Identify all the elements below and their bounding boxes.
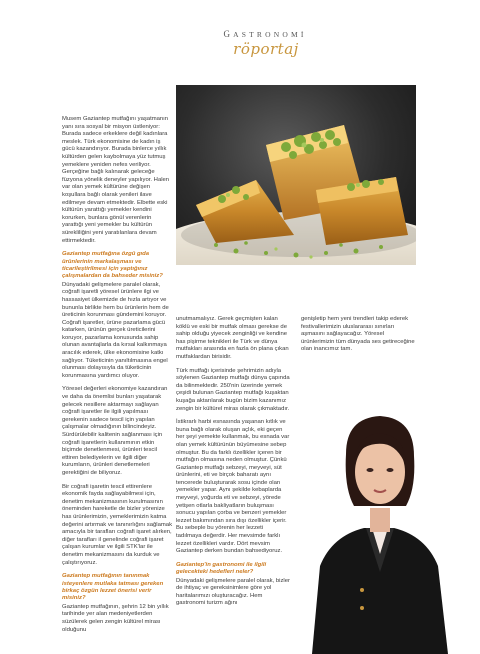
paragraph: Dünyadaki gelişmelere paralel olarak, coğrafi işaretli yöresel ürünlere ilgi ve hassasiyet ülkemizde de hızla artıyor ve bununla birlikte hem bu ürünlerin hem de üreticinin korunması gündemini koruyor. Coğrafi işaretler, ürüne pazarlama gücü katarken, ürünün gerçek üreticilerini koruyor, pazarlama konusunda sahip olunan avantajlarla da kırsal kalkınmaya aracılık ederek, ülke ekonomisine katkı sağlıyor. Tüketicinin yanıltılmasına engel olunması dolayısıyla da tüketicinin korunmasına yardımcı oluyor. [62,281,169,379]
paragraph: İstikrarlı harbi esnasında yaşanan kıtlık ve buna bağlı olarak oluşan açlık, eki geçen her şeyi yemekte kullanmak, bu esnada var olan yemek kültürünün büyümesine sebep olmuştur. Bu da farklı özellikler içeren bir mutfağın olmasına neden olmuştur. Çünkü Gaziantep mutfağı sebzeyi, meyveyi, süt ürünlerini, eti ve birçok baharatı aynı tencerede buluşturarak sosu içinde olan yemekler yapar. Aynı şekilde kebaplarda meyveyi, yoğurda eti ve sebzeyi, yörede yetişen otlarla bakliyatların buluşması sonucu yapılan çorba ve benzeri yemekler lezzet bakımından sıra dışı özellikler içerir. Bu sebeple bu yörenin her lezzeti tadılmaya değerdir. Her mevsimde farklı lezzet özellikleri vardır. Dört mevsim Gaziantep derken bundan bahsediyoruz. [176,419,290,555]
paragraph: Yöresel değerleri ekonomiye kazandıran ve daha da önemlisi bunları yaşatarak gelecek nesillere aktarmayı sağlayan coğrafi işaretler ile ilgili yapılması gerekenin sadece tescil için yapılan çalışmalar olmadığının bilincindeyiz. Sürdürülebilir kalitenin sağlanması için coğrafi işaretlerin kullanımının etkin biçimde denetlenmesi, ürünleri tescil ettiren belediyelerin ve ilgili diğer kurumların, ürünleri denetlemeleri gerektiğini de biliyoruz. [62,386,168,476]
section-title-cap: G [223,29,234,39]
paragraph: Gaziantep mutfağının, şehrin 12 bin yıllık tarihinde yer alan medeniyetlerden süzülerek gelen zengin kültürel mirası olduğunu [62,603,169,633]
interview-question: Gaziantep'in gastronomi ile ilgili gelecekteki hedefleri neler? [176,561,267,576]
section-subtitle: röportaj [233,40,299,58]
paragraph: Bir coğrafi işaretin tescil ettirenlere ekonomik fayda sağlayabilmesi için, denetim mekanizmasının kurulmasının öneminden hareketle de bizler yörenize has ürünlerimizin, yemeklerimizin katma değerini artırmak ve tanınırlığını sağlamak amacıyla bir tarafları coğrafi işaret alırken, diğer tarafları il genelinde coğrafi işaret çalışan kurumlar ve ilgili STK'lar ile denetim mekanizmasını da kurduk ve çalıştırıyoruz. [62,483,173,566]
section-title-rest: ASTRONOMİ [233,30,307,39]
portrait-illustration [302,396,452,654]
text-column-3 [301,316,416,360]
section-title [50,29,480,39]
portrait-photo [302,396,452,654]
interview-question: Gaziantep mutfağının tanınmak isteyenlere mutlaka tatması gereken birkaç özgün lezzet önerisi verir misiniz? [62,573,164,602]
masthead [0,29,480,58]
text-column-1 [62,116,174,640]
baklava-illustration [176,85,416,265]
text-column-2 [176,316,290,614]
baklava-photo [176,85,416,265]
paragraph: unutmamalıyız. Gerek geçmişten kalan köklü ve eski bir mutfak olması gerekse de sahip olduğu yiyecek zenginliği ve kendine has pişirme teknikleri ile Türk ve dünya mutfakları arasında en fazla ön plana çıkan mutfaklardan birisidir. [176,316,289,360]
paragraph: Musem Gaziantep mutfağını yaşatmanın yanı sıra sosyal bir misyon üstleniyor: Burada sadece erkeklere değil kadınlara meslek. Türk ekonomisine de kadın iş gücü kazandırıyor. Burada binlerce yıllık kültürden gelen kaybolmaya yüz tutmuş yemeklere yeniden nefes veriliyor. Gerçeğine bağlı kalınarak geleceğe füzyona yönelik deneyler yapılıyor. Halen var olan yemek kültürüne değişen koşullara bağlı olarak yenileri ilave edilmeye devam etmektedir. Elbette eski kültürün yarattığı yemekler kendini korurken, bunlara gönül verenlerin yarattığı yeni yemekler bu kültürün sürekliliğini yeni yaratılanlara devam ettirmektedir. [62,116,170,244]
interview-question: Gaziantep mutfağına özgü gıda ürünlerinin markalaşması ve ticarileştirilmesi için yaptığınız çalışmalardan da bahseder misiniz? [62,251,163,280]
paragraph: Dünyadaki gelişmelere paralel olarak, bizler de ihtiyaç ve gereksinimlere göre yol haritalarımızı oluşturacağız. Hem gastronomi turizm ağını [176,577,290,607]
paragraph: genişletip hem yeni trendleri takip ederek festivallerimizin uluslararası sınırları aşmasını sağlayacağız. Yöresel ürünlerimizin tüm dünyada ses getireceğine olan inancımız tam. [301,316,415,353]
paragraph: Türk mutfağı içerisinde şehrimizin adıyla söylenen Gaziantep mutfağı dünya çapında da bilinmektedir. 250'nin üzerinde yemek çeşidi bulunan Gaziantep mutfağı kuşaktan kuşağa aktarılarak bugün bizim kazanımız zengin bir kültürel miras olarak çıkmaktadır. [176,367,290,412]
